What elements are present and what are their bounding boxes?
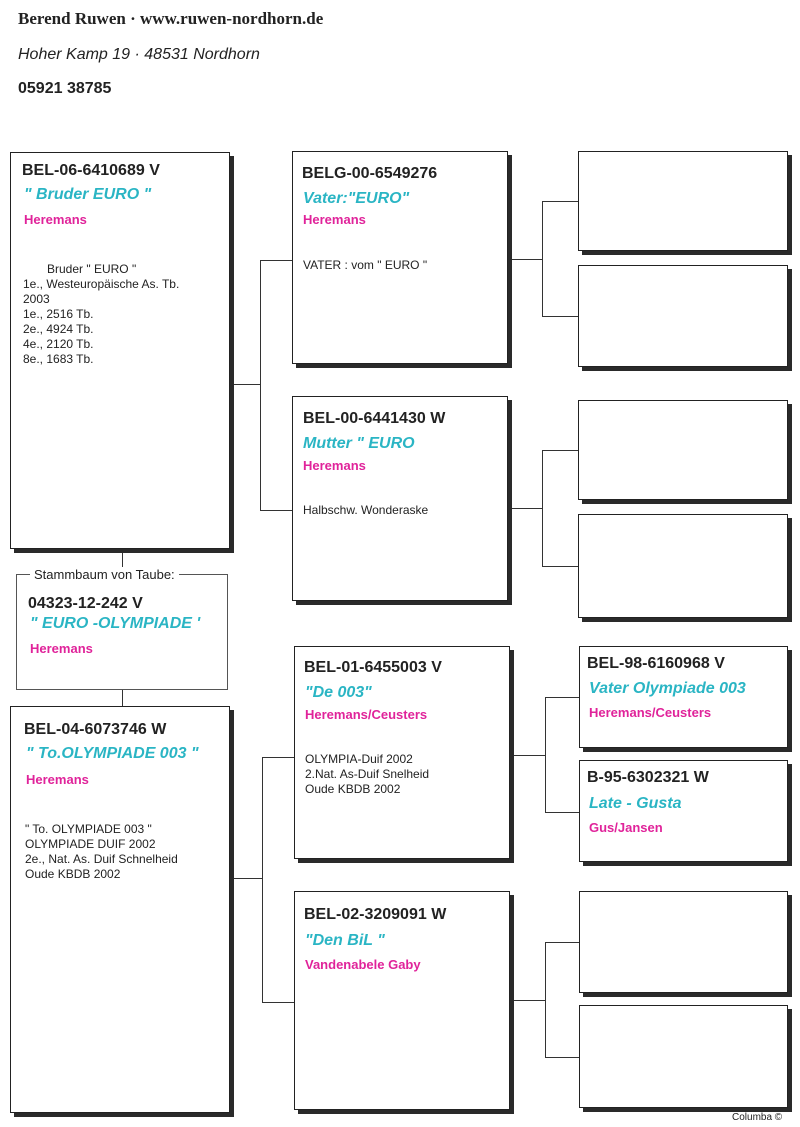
fm-info	[303, 503, 428, 518]
connector-line	[542, 201, 578, 202]
breeder-phone: 05921 38785	[18, 80, 112, 97]
breeder-name-website: Berend Ruwen · www.ruwen-nordhorn.de	[18, 9, 324, 28]
mother-info	[25, 822, 178, 882]
info-line: " To. OLYMPIADE 003 "	[25, 822, 152, 836]
subject-ring-number: 04323-12-242 V	[28, 595, 143, 612]
connector-line	[262, 757, 294, 758]
connector-line	[260, 510, 292, 511]
ff-breeder: Heremans	[303, 212, 366, 227]
info-line: 4e., 2120 Tb.	[23, 337, 94, 351]
info-line: 1e., Westeuropäische As. Tb.	[23, 277, 180, 291]
mff-ring-number: BEL-98-6160968 V	[587, 655, 725, 672]
father-breeder: Heremans	[24, 212, 87, 227]
mf-breeder: Heremans/Ceusters	[305, 707, 428, 722]
info-line: OLYMPIADE DUIF 2002	[25, 837, 156, 851]
mf-ring-number: BEL-01-6455003 V	[304, 659, 442, 676]
connector-line	[542, 316, 578, 317]
columba-brand: Columba ©	[732, 1112, 783, 1123]
info-line: Oude KBDB 2002	[305, 782, 401, 796]
ff-name: Vater:"EURO"	[303, 190, 410, 207]
ggp-box-empty	[579, 1005, 788, 1108]
fm-name: Mutter " EURO	[303, 435, 415, 452]
connector-line	[260, 260, 261, 511]
ggp-box-empty	[578, 400, 788, 500]
father-name: " Bruder EURO "	[24, 186, 152, 203]
ggp-box-empty	[578, 151, 788, 251]
connector-line	[508, 259, 542, 260]
ff-ring-number: BELG-00-6549276	[302, 165, 438, 182]
father-ring-number: BEL-06-6410689 V	[22, 162, 160, 179]
connector-line	[545, 942, 579, 943]
connector-line	[510, 1000, 545, 1001]
mother-ring-number: BEL-04-6073746 W	[24, 721, 167, 738]
info-line: 2e., Nat. As. Duif Schnelheid	[25, 852, 178, 866]
ggp-box-empty	[579, 891, 788, 993]
connector-line	[510, 755, 545, 756]
info-line: Oude KBDB 2002	[25, 867, 121, 881]
connector-line	[262, 757, 263, 1003]
connector-line	[545, 942, 546, 1058]
ff-info	[303, 258, 427, 273]
pedigree-label: Stammbaum von Taube:	[30, 567, 179, 582]
connector-line	[262, 1002, 294, 1003]
ggp-box-empty	[578, 265, 788, 367]
connector-line	[260, 260, 292, 261]
connector-line	[232, 384, 260, 385]
info-line: Bruder " EURO "	[47, 262, 137, 276]
connector-line	[545, 697, 546, 813]
connector-line	[232, 878, 262, 879]
mfm-breeder: Gus/Jansen	[589, 820, 663, 835]
info-line: Halbschw. Wonderaske	[303, 503, 429, 517]
info-line: 8e., 1683 Tb.	[23, 352, 94, 366]
mother-name: " To.OLYMPIADE 003 "	[26, 745, 199, 762]
mf-info	[305, 752, 429, 797]
breeder-address: Hoher Kamp 19 · 48531 Nordhorn	[18, 46, 260, 63]
connector-line	[542, 201, 543, 317]
mother-breeder: Heremans	[26, 772, 89, 787]
subject-name: " EURO -OLYMPIADE '	[30, 615, 201, 632]
info-line: 2.Nat. As-Duif Snelheid	[305, 767, 430, 781]
subject-breeder: Heremans	[30, 641, 93, 656]
info-line: VATER : vom " EURO "	[303, 258, 428, 272]
mm-breeder: Vandenabele Gaby	[305, 957, 421, 972]
connector-line	[508, 508, 542, 509]
connector-line	[542, 450, 578, 451]
connector-line	[545, 1057, 579, 1058]
connector-line	[545, 697, 579, 698]
father-info	[23, 262, 179, 367]
info-line: 2003	[23, 292, 50, 306]
fm-breeder: Heremans	[303, 458, 366, 473]
mff-name: Vater Olympiade 003	[589, 680, 746, 697]
fm-ring-number: BEL-00-6441430 W	[303, 410, 446, 427]
mff-breeder: Heremans/Ceusters	[589, 705, 712, 720]
mm-ring-number: BEL-02-3209091 W	[304, 906, 447, 923]
mf-name: "De 003"	[305, 684, 372, 701]
connector-line	[542, 450, 543, 567]
connector-line	[122, 690, 123, 706]
info-line: OLYMPIA-Duif 2002	[305, 752, 413, 766]
info-line: 1e., 2516 Tb.	[23, 307, 94, 321]
mfm-ring-number: B-95-6302321 W	[587, 769, 709, 786]
mfm-name: Late - Gusta	[589, 795, 682, 812]
connector-line	[542, 566, 578, 567]
mm-name: "Den BiL "	[305, 932, 385, 949]
info-line: 2e., 4924 Tb.	[23, 322, 94, 336]
connector-line	[545, 812, 579, 813]
mother-box	[10, 706, 230, 1113]
ggp-box-empty	[578, 514, 788, 618]
